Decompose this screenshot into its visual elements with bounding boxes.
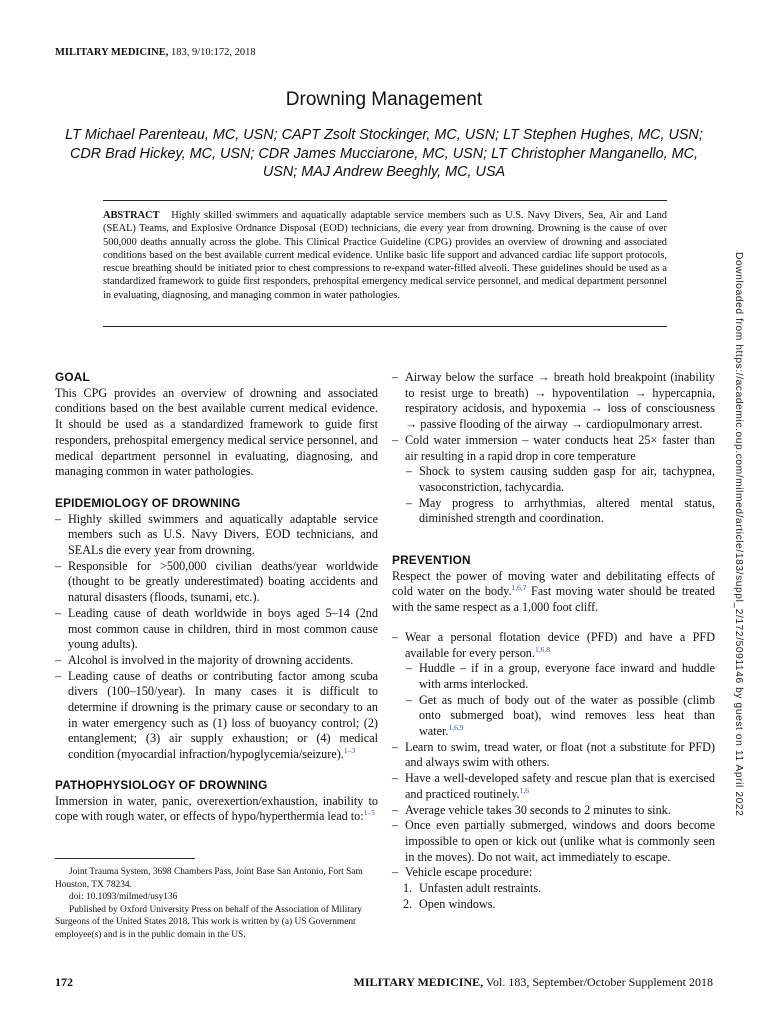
list-item: – Alcohol is involved in the majority of drowning accidents. bbox=[55, 652, 354, 667]
citation-link[interactable]: 1,6,7 bbox=[511, 583, 527, 593]
sub-list-item: – Shock to system causing sudden gasp for air, tachypnea, vasoconstriction, tachycardia. bbox=[406, 464, 715, 494]
footnote-address: Joint Trauma System, 3698 Chambers Pass, Joint Base San Antonio, Fort Sam Houston, TX 78234. bbox=[55, 867, 363, 890]
abstract-bottom-rule bbox=[103, 326, 667, 327]
pathophysiology-heading: PATHOPHYSIOLOGY OF DROWNING bbox=[55, 777, 268, 792]
running-footer bbox=[354, 975, 713, 990]
footnote bbox=[55, 866, 378, 942]
list-item: – Have a well-developed safety and rescue plan that is exercised and practiced routinely.$^{1,6}$ bbox=[392, 771, 715, 801]
list-item: – Cold water immersion – water conducts heat 25× faster than air resulting in a rapid drop in core temperature bbox=[392, 432, 715, 463]
numbered-step: 2. Open windows. bbox=[403, 896, 496, 911]
footer-issue: Vol. 183, September/October Supplement 2018 bbox=[483, 975, 713, 989]
sub-list-item: – May progress to arrhythmias, altered mental status, diminished strength and coordination. bbox=[406, 495, 715, 526]
left-column bbox=[55, 370, 378, 825]
numbered-step: 1. Unfasten adult restraints. bbox=[403, 881, 542, 896]
author-list: LT Michael Parenteau, MC, USN; CAPT Zsolt Stockinger, MC, USN; LT Stephen Hughes, MC, USN; CDR Brad Hickey, MC, USN; CDR James Mucciarone, MC, USN; LT Christopher Manganello, MC, USN; MAJ Andrew Beeghly, MC, USA bbox=[65, 127, 703, 180]
footer-journal: MILITARY MEDICINE, bbox=[353, 975, 484, 989]
list-item: – Leading cause of death worldwide in boys aged 5–14 (2nd most common cause in children, third in most common cause young adults). bbox=[55, 605, 378, 652]
citation-link[interactable]: 1–3 bbox=[343, 746, 356, 756]
journal-name: MILITARY MEDICINE, bbox=[55, 47, 169, 58]
list-item: – Airway below the surface → breath hold breakpoint (inability to resist urge to breath) → hypoventilation → hypercapnia, respiratory acidosis, and hypoxemia → loss of consciousness → passive flooding of the airway → cardiopulmonary arrest. bbox=[392, 370, 715, 432]
list-item: – Wear a personal flotation device (PFD) and have a PFD available for every person.$^{1,6,8}$ bbox=[392, 629, 715, 660]
footnote-doi: doi: 10.1093/milmed/usy136 bbox=[69, 892, 178, 903]
citation: 183, 9/10:172, 2018 bbox=[168, 47, 256, 58]
list-item: – Learn to swim, tread water, or float (not a substitute for PFD) and always swim with others. bbox=[392, 739, 715, 770]
citation-link[interactable]: 1,6,9 bbox=[448, 723, 464, 732]
abstract bbox=[103, 209, 667, 302]
citation-link[interactable]: 1,6 bbox=[519, 785, 529, 795]
sub-list-item: – Huddle – if in a group, everyone face inward and huddle with arms interlocked. bbox=[406, 661, 715, 691]
citation-link[interactable]: 1–5 bbox=[363, 808, 375, 818]
list-item: – Average vehicle takes 30 seconds to 2 minutes to sink. bbox=[392, 802, 671, 817]
abstract-text: Highly skilled swimmers and aquatically adaptable service members such as U.S. Navy Divers, Sea, Air and Land (SEAL) Teams, and Explosive Ordnance Disposal (EOD) technicians, die every year from drowning. Drowning is the cause of over 500,000 deaths annually across the globe. This Clinical Practice Guideline (CPG) provides an overview of drowning and associated conditions based on the best available current medical evidence. Unlike basic life support and advanced cardiac life support protocols, rescue breathing should be initiated prior to chest compressions to re-expand water-filled alveoli. These guidelines should be used as a standardized framework to guide first responders, prehospital emergency medical service personnel, and medical department personnel in evaluating, diagnosing, and managing common in water pathologies. bbox=[103, 210, 667, 301]
list-item: – Leading cause of deaths or contributing factor among scuba divers (100–150/year). In many cases it is difficult to determine if drowning is the primary cause or secondary to an in water emergency such as (1) loss of buoyancy control; (2) entanglement; (3) air supply exhaustion; or (4) medical condition (myocardial infraction/hypoglycemia/seizure).$^{1-3}$ bbox=[55, 668, 378, 762]
pathophysiology-text: Immersion in water, panic, overexertion/exhaustion, inability to cope with rough water, or effects of hypo/hyperthermia lead to:$^{1-5}$ bbox=[55, 793, 378, 824]
prevention-text: Respect the power of moving water and debilitating effects of cold water on the body.$^{1,6,7}$ Fast moving water should be treated with the same respect as a 1,000 foot cliff. bbox=[392, 568, 715, 615]
citation-link[interactable]: 1,6,8 bbox=[534, 644, 550, 654]
footnote-rule bbox=[55, 858, 195, 859]
goal-heading: GOAL bbox=[55, 370, 90, 384]
prevention-heading: PREVENTION bbox=[392, 553, 471, 568]
abstract-label: ABSTRACT bbox=[103, 210, 160, 221]
page-number: 172 bbox=[55, 975, 73, 989]
list-item: – Once even partially submerged, windows and doors become impossible to open or kick out (unlike what is commonly seen in the moves). Do not wait, act immediately to escape. bbox=[392, 818, 715, 864]
sub-list-item: – Get as much of body out of the water as possible (climb onto submerged boat), wind removes less heat than water.$^{1,6,9}$ bbox=[406, 692, 715, 739]
article-title: Drowning Management bbox=[285, 89, 483, 110]
list-item: – Highly skilled swimmers and aquatically adaptable service members such as U.S. Navy Divers, EOD technicians, and SEALs die every year from drowning. bbox=[55, 511, 378, 558]
abstract-top-rule bbox=[103, 200, 667, 201]
running-header bbox=[55, 47, 256, 58]
list-item: – Responsible for >500,000 civilian deaths/year worldwide (thought to be greatly underestimated) boating accidents and natural disasters (floods, tsunami, etc.). bbox=[55, 558, 378, 605]
footnote-published: Published by Oxford University Press on behalf of the Association of Military Surgeons of the United States 2018. This work is written by (a) US Government employee(s) and is in the public domain in the US. bbox=[55, 904, 362, 940]
download-watermark: Downloaded from https://academic.oup.com/milmed/article/183/suppl_2/172/5091146 by guest on 11 April 2022 bbox=[733, 252, 744, 817]
goal-text: This CPG provides an overview of drowning and associated conditions based on the best available current medical evidence. It should be used as a standardized framework to guide first responders, prehospital emergency medical service personnel, and medical department personnel in evaluating, diagnosing, and managing common in water pathologies. bbox=[55, 385, 378, 479]
list-item: – Vehicle escape procedure: bbox=[392, 865, 533, 880]
right-column bbox=[392, 370, 715, 913]
epidemiology-heading: EPIDEMIOLOGY OF DROWNING bbox=[55, 495, 241, 510]
